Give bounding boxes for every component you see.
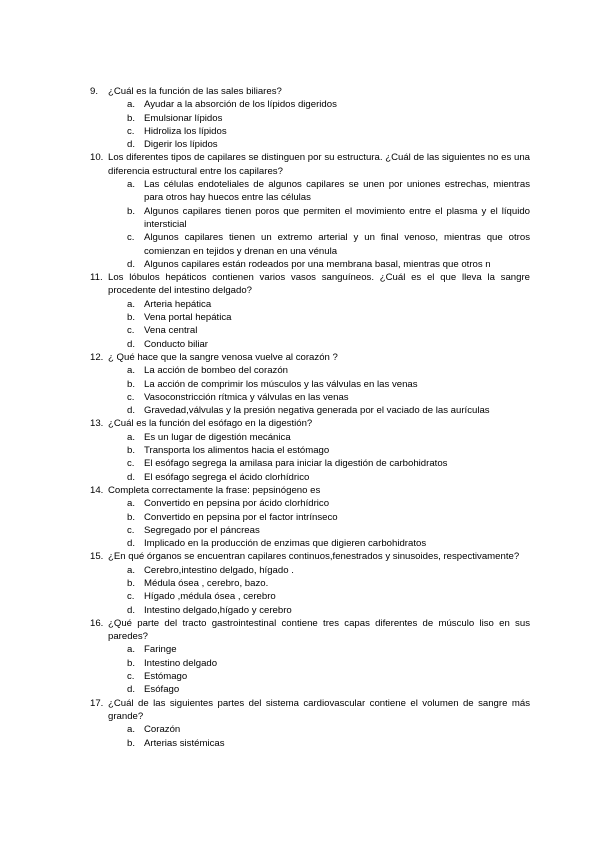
option-text: Vasoconstricción rítmica y válvulas en las venas (144, 391, 349, 403)
option-letter: c. (127, 458, 135, 470)
question-item (90, 697, 530, 750)
question-list (90, 85, 530, 750)
option-letter: a. (127, 564, 136, 576)
question-item (90, 85, 530, 151)
option-text: Algunos capilares están rodeados por una membrana basal, mientras que otros n (144, 258, 491, 270)
option-letter: d. (127, 604, 136, 616)
question-number: 10. (90, 152, 104, 164)
answer-option (90, 311, 530, 324)
option-letter: c. (127, 125, 135, 137)
option-letter: b. (127, 312, 136, 324)
question-number: 15. (90, 551, 104, 563)
answer-option (90, 683, 530, 696)
option-letter: a. (127, 644, 136, 656)
question-item (90, 550, 530, 616)
option-letter: c. (127, 232, 135, 244)
option-text: Intestino delgado (144, 657, 218, 669)
answer-option (90, 378, 530, 391)
answer-option (90, 138, 530, 151)
option-text: Gravedad,válvulas y la presión negativa generada por el vaciado de las aurículas (144, 405, 490, 417)
option-text: Implicado en la producción de enzimas que digieren carbohidratos (144, 538, 427, 550)
option-text: Vena portal hepática (144, 312, 232, 324)
answer-option (90, 205, 530, 232)
option-letter: c. (127, 671, 135, 683)
option-letter: b. (127, 445, 136, 457)
option-text: Digerir los lípidos (144, 139, 218, 151)
option-letter: d. (127, 684, 136, 696)
question-number: 13. (90, 418, 104, 430)
option-letter: d. (127, 538, 136, 550)
answer-option (90, 391, 530, 404)
question-text: ¿Cuál es la función de las sales biliares? (108, 86, 282, 97)
option-text: Hidroliza los lípidos (144, 125, 227, 137)
option-letter: b. (127, 112, 136, 124)
answer-option (90, 457, 530, 470)
answer-option (90, 670, 530, 683)
answer-option (90, 112, 530, 125)
question-line (90, 417, 530, 430)
option-text: Faringe (144, 644, 177, 656)
option-text: Emulsionar lípidos (144, 112, 223, 124)
question-number: 14. (90, 484, 104, 496)
question-item (90, 617, 530, 697)
answer-option (90, 723, 530, 736)
option-text: Convertido en pepsina por ácido clorhídrico (144, 498, 330, 510)
answer-option (90, 604, 530, 617)
option-letter: a. (127, 365, 136, 377)
question-number: 17. (90, 697, 104, 709)
answer-options (90, 497, 530, 550)
answer-options (90, 364, 530, 417)
option-letter: b. (127, 378, 136, 390)
answer-option (90, 657, 530, 670)
question-item (90, 484, 530, 550)
option-letter: b. (127, 737, 136, 749)
option-text: Intestino delgado,hígado y cerebro (144, 604, 292, 616)
answer-option (90, 511, 530, 524)
question-line (90, 151, 530, 178)
question-number: 9. (90, 86, 99, 97)
option-letter: d. (127, 338, 136, 350)
option-letter: d. (127, 258, 136, 270)
option-text: Algunos capilares tienen poros que permiten el movimiento entre el plasma y el líquido intersticial (144, 205, 530, 230)
question-line (90, 351, 530, 364)
option-letter: b. (127, 577, 136, 589)
option-letter: a. (127, 724, 136, 736)
answer-options (90, 723, 530, 750)
answer-option (90, 98, 530, 111)
option-text: Estómago (144, 671, 188, 683)
answer-option (90, 590, 530, 603)
option-letter: d. (127, 139, 136, 151)
answer-option (90, 324, 530, 337)
option-text: Es un lugar de digestión mecánica (144, 431, 291, 443)
option-text: El esófago segrega la amilasa para iniciar la digestión de carbohidratos (144, 458, 448, 470)
option-text: La acción de bombeo del corazón (144, 365, 289, 377)
question-line (90, 617, 530, 644)
question-text: Los lóbulos hepáticos contienen varios vasos sanguíneos. ¿Cuál es el que lleva la sangre procedente del intestino delgado? (108, 272, 530, 297)
option-letter: b. (127, 657, 136, 669)
option-letter: a. (127, 498, 136, 510)
answer-options (90, 98, 530, 151)
option-letter: c. (127, 591, 135, 603)
question-item (90, 351, 530, 417)
question-line (90, 484, 530, 497)
option-text: Corazón (144, 724, 181, 736)
answer-option (90, 258, 530, 271)
option-letter: a. (127, 298, 136, 310)
option-text: Arteria hepática (144, 298, 212, 310)
answer-option (90, 497, 530, 510)
option-letter: b. (127, 511, 136, 523)
answer-option (90, 431, 530, 444)
answer-option (90, 737, 530, 750)
option-letter: a. (127, 179, 136, 191)
option-text: Ayudar a la absorción de los lípidos digeridos (144, 99, 337, 111)
option-text: Esófago (144, 684, 180, 696)
answer-options (90, 298, 530, 351)
answer-option (90, 537, 530, 550)
answer-options (90, 643, 530, 696)
answer-option (90, 577, 530, 590)
answer-option (90, 404, 530, 417)
question-item (90, 151, 530, 271)
answer-options (90, 178, 530, 271)
option-text: Convertido en pepsina por el factor intrínseco (144, 511, 338, 523)
answer-option (90, 364, 530, 377)
question-text: ¿En qué órganos se encuentran capilares continuos,fenestrados y sinusoides, respectivamente? (108, 551, 520, 563)
option-letter: c. (127, 524, 135, 536)
option-text: Las células endoteliales de algunos capilares se unen por uniones estrechas, mientras para otros hay huecos entre las células (144, 179, 530, 204)
answer-option (90, 231, 530, 258)
answer-option (90, 125, 530, 138)
question-text: ¿ Qué hace que la sangre venosa vuelve al corazón ? (108, 351, 338, 363)
answer-option (90, 298, 530, 311)
question-number: 12. (90, 351, 104, 363)
option-text: Médula ósea , cerebro, bazo. (144, 577, 269, 589)
option-letter: b. (127, 205, 136, 217)
answer-options (90, 564, 530, 617)
option-text: Transporta los alimentos hacia el estómago (144, 445, 330, 457)
question-text: ¿Qué parte del tracto gastrointestinal contiene tres capas diferentes de músculo liso en sus paredes? (108, 617, 530, 643)
question-line (90, 697, 530, 724)
option-text: Cerebro,intestino delgado, hígado . (144, 564, 294, 576)
answer-option (90, 643, 530, 656)
option-letter: c. (127, 391, 135, 403)
answer-option (90, 338, 530, 351)
answer-options (90, 431, 530, 484)
answer-option (90, 564, 530, 577)
option-text: Hígado ,médula ósea , cerebro (144, 591, 276, 603)
option-text: Segregado por el páncreas (144, 524, 260, 536)
question-number: 11. (90, 272, 103, 284)
question-text: ¿Cuál de las siguientes partes del sistema cardiovascular contiene el volumen de sangre más grande? (108, 697, 530, 722)
option-text: La acción de comprimir los músculos y las válvulas en las venas (144, 378, 418, 390)
option-text: Vena central (144, 325, 198, 337)
answer-option (90, 471, 530, 484)
option-letter: a. (127, 99, 136, 111)
option-text: Conducto biliar (144, 338, 208, 350)
question-number: 16. (90, 617, 104, 629)
question-text: Completa correctamente la frase: pepsinógeno es (108, 484, 321, 496)
answer-option (90, 444, 530, 457)
answer-option (90, 178, 530, 205)
question-line (90, 271, 530, 298)
option-text: El esófago segrega el ácido clorhídrico (144, 471, 310, 483)
question-line (90, 85, 530, 98)
question-line (90, 550, 530, 563)
option-letter: c. (127, 325, 135, 337)
option-text: Arterias sistémicas (144, 737, 225, 749)
question-text: ¿Cuál es la función del esófago en la digestión? (108, 418, 313, 430)
option-letter: d. (127, 405, 136, 417)
question-text: Los diferentes tipos de capilares se distinguen por su estructura. ¿Cuál de las siguientes no es una diferencia estructural entre los capilares? (108, 152, 530, 177)
question-item (90, 417, 530, 483)
answer-option (90, 524, 530, 537)
option-letter: d. (127, 471, 136, 483)
option-text: Algunos capilares tienen un extremo arterial y un final venoso, mientras que otros comienzan en tejidos y drenan en una vénula (144, 232, 530, 257)
option-letter: a. (127, 431, 136, 443)
question-item (90, 271, 530, 351)
